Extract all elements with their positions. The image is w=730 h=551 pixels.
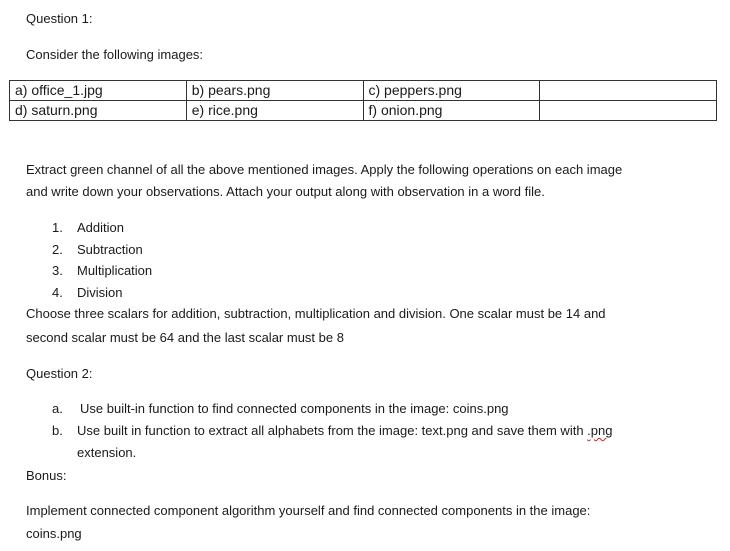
list-letter: b. xyxy=(52,423,63,438)
table-row xyxy=(10,101,717,121)
table-cell: a) office_1.jpg xyxy=(10,81,187,101)
table-cell: c) peppers.png xyxy=(363,81,540,101)
task-paragraph-line-2: and write down your observations. Attach your output along with observation in a word file. xyxy=(26,184,545,199)
list-item-text: Multiplication xyxy=(77,263,153,278)
list-item xyxy=(52,401,63,416)
list-letter: a. xyxy=(52,401,63,416)
list-number: 2. xyxy=(52,242,63,257)
list-item-text: Division xyxy=(77,285,123,300)
list-item xyxy=(52,285,63,300)
image-list-table xyxy=(9,80,717,121)
list-item-text: Use built-in function to find connected components in the image: coins.png xyxy=(80,401,509,416)
bonus-heading: Bonus: xyxy=(26,468,67,483)
item-text: Use built in function to extract all alphabets from the image: text.png and save them with xyxy=(77,423,588,438)
table-cell: d) saturn.png xyxy=(10,101,187,121)
list-item xyxy=(52,220,63,235)
list-number: 4. xyxy=(52,285,63,300)
question-2-heading: Question 2: xyxy=(26,366,93,381)
scalar-paragraph-line-2: second scalar must be 64 and the last scalar must be 8 xyxy=(26,330,344,345)
list-item xyxy=(52,423,63,438)
list-item-text: Subtraction xyxy=(77,242,143,257)
table-cell: e) rice.png xyxy=(186,101,363,121)
list-item-text: Addition xyxy=(77,220,124,235)
list-number: 3. xyxy=(52,263,63,278)
bonus-paragraph-line-2: coins.png xyxy=(26,526,82,541)
question-1-intro: Consider the following images: xyxy=(26,47,204,62)
table-cell: b) pears.png xyxy=(186,81,363,101)
table-cell: f) onion.png xyxy=(363,101,540,121)
list-item-text xyxy=(77,423,612,438)
table-row xyxy=(10,81,717,101)
bonus-paragraph-line-1: Implement connected component algorithm yourself and find connected components in the image: xyxy=(26,503,591,518)
table-cell xyxy=(540,101,717,121)
list-number: 1. xyxy=(52,220,63,235)
scalar-paragraph-line-1: Choose three scalars for addition, subtraction, multiplication and division. One scalar must be 14 and xyxy=(26,306,606,321)
list-item xyxy=(52,263,63,278)
spellcheck-flagged-word: .png xyxy=(587,423,613,438)
question-1-heading: Question 1: xyxy=(26,11,93,26)
task-paragraph-line-1: Extract green channel of all the above mentioned images. Apply the following operations on each image xyxy=(26,162,623,177)
table-cell xyxy=(540,81,717,101)
list-item xyxy=(52,242,63,257)
list-item-continuation: extension. xyxy=(77,445,137,460)
